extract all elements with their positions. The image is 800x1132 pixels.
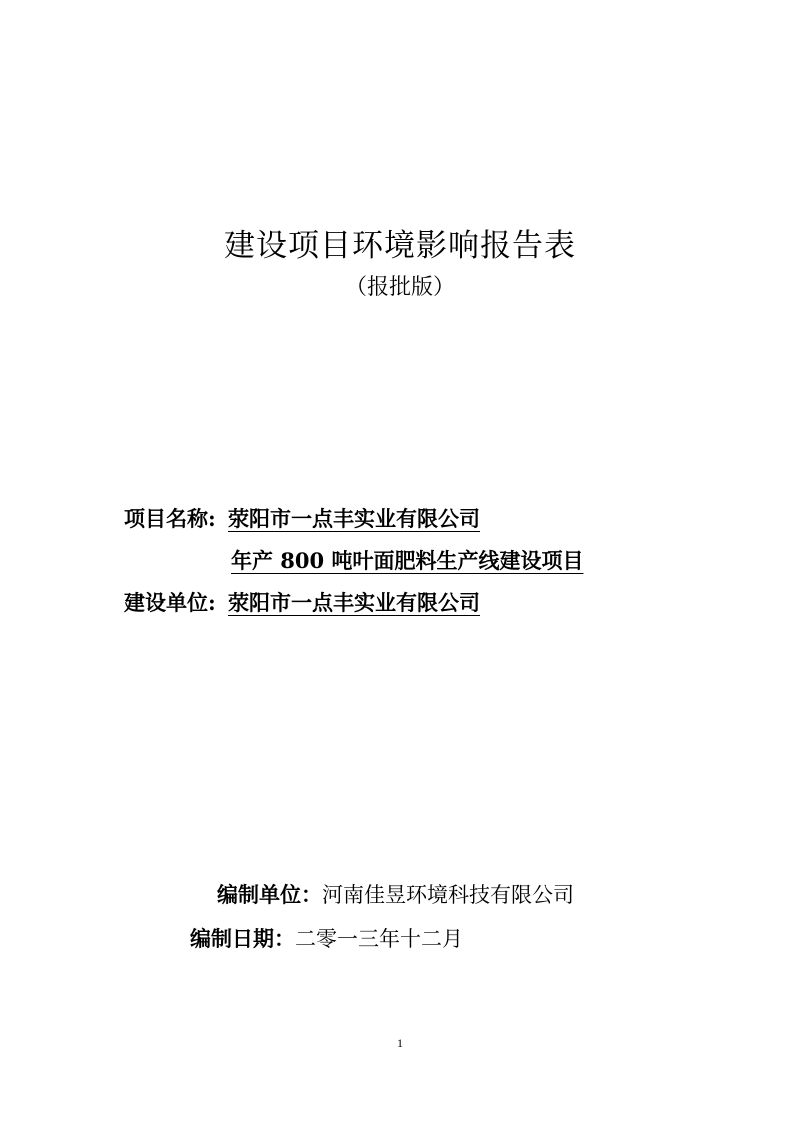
compiler-value: 河南佳昱环境科技有限公司 — [322, 883, 574, 907]
project-name-label: 项目名称: — [124, 506, 216, 531]
page-number: 1 — [397, 1036, 403, 1050]
document-subtitle: （报批版） — [344, 275, 455, 300]
document-title: 建设项目环境影响报告表 — [224, 228, 576, 264]
builder-label: 建设单位: — [124, 590, 216, 615]
date-row — [190, 923, 463, 953]
compiler-label: 编制单位： — [217, 882, 322, 907]
date-value: 二零一三年十二月 — [295, 927, 463, 951]
project-name-line1: 荥阳市一点丰实业有限公司 — [228, 506, 480, 531]
date-label: 编制日期： — [190, 926, 295, 951]
compiler-row — [217, 879, 574, 909]
project-name-line2: 年产 800 吨叶面肥料生产线建设项目 — [231, 548, 584, 573]
builder-value: 荥阳市一点丰实业有限公司 — [228, 590, 480, 615]
